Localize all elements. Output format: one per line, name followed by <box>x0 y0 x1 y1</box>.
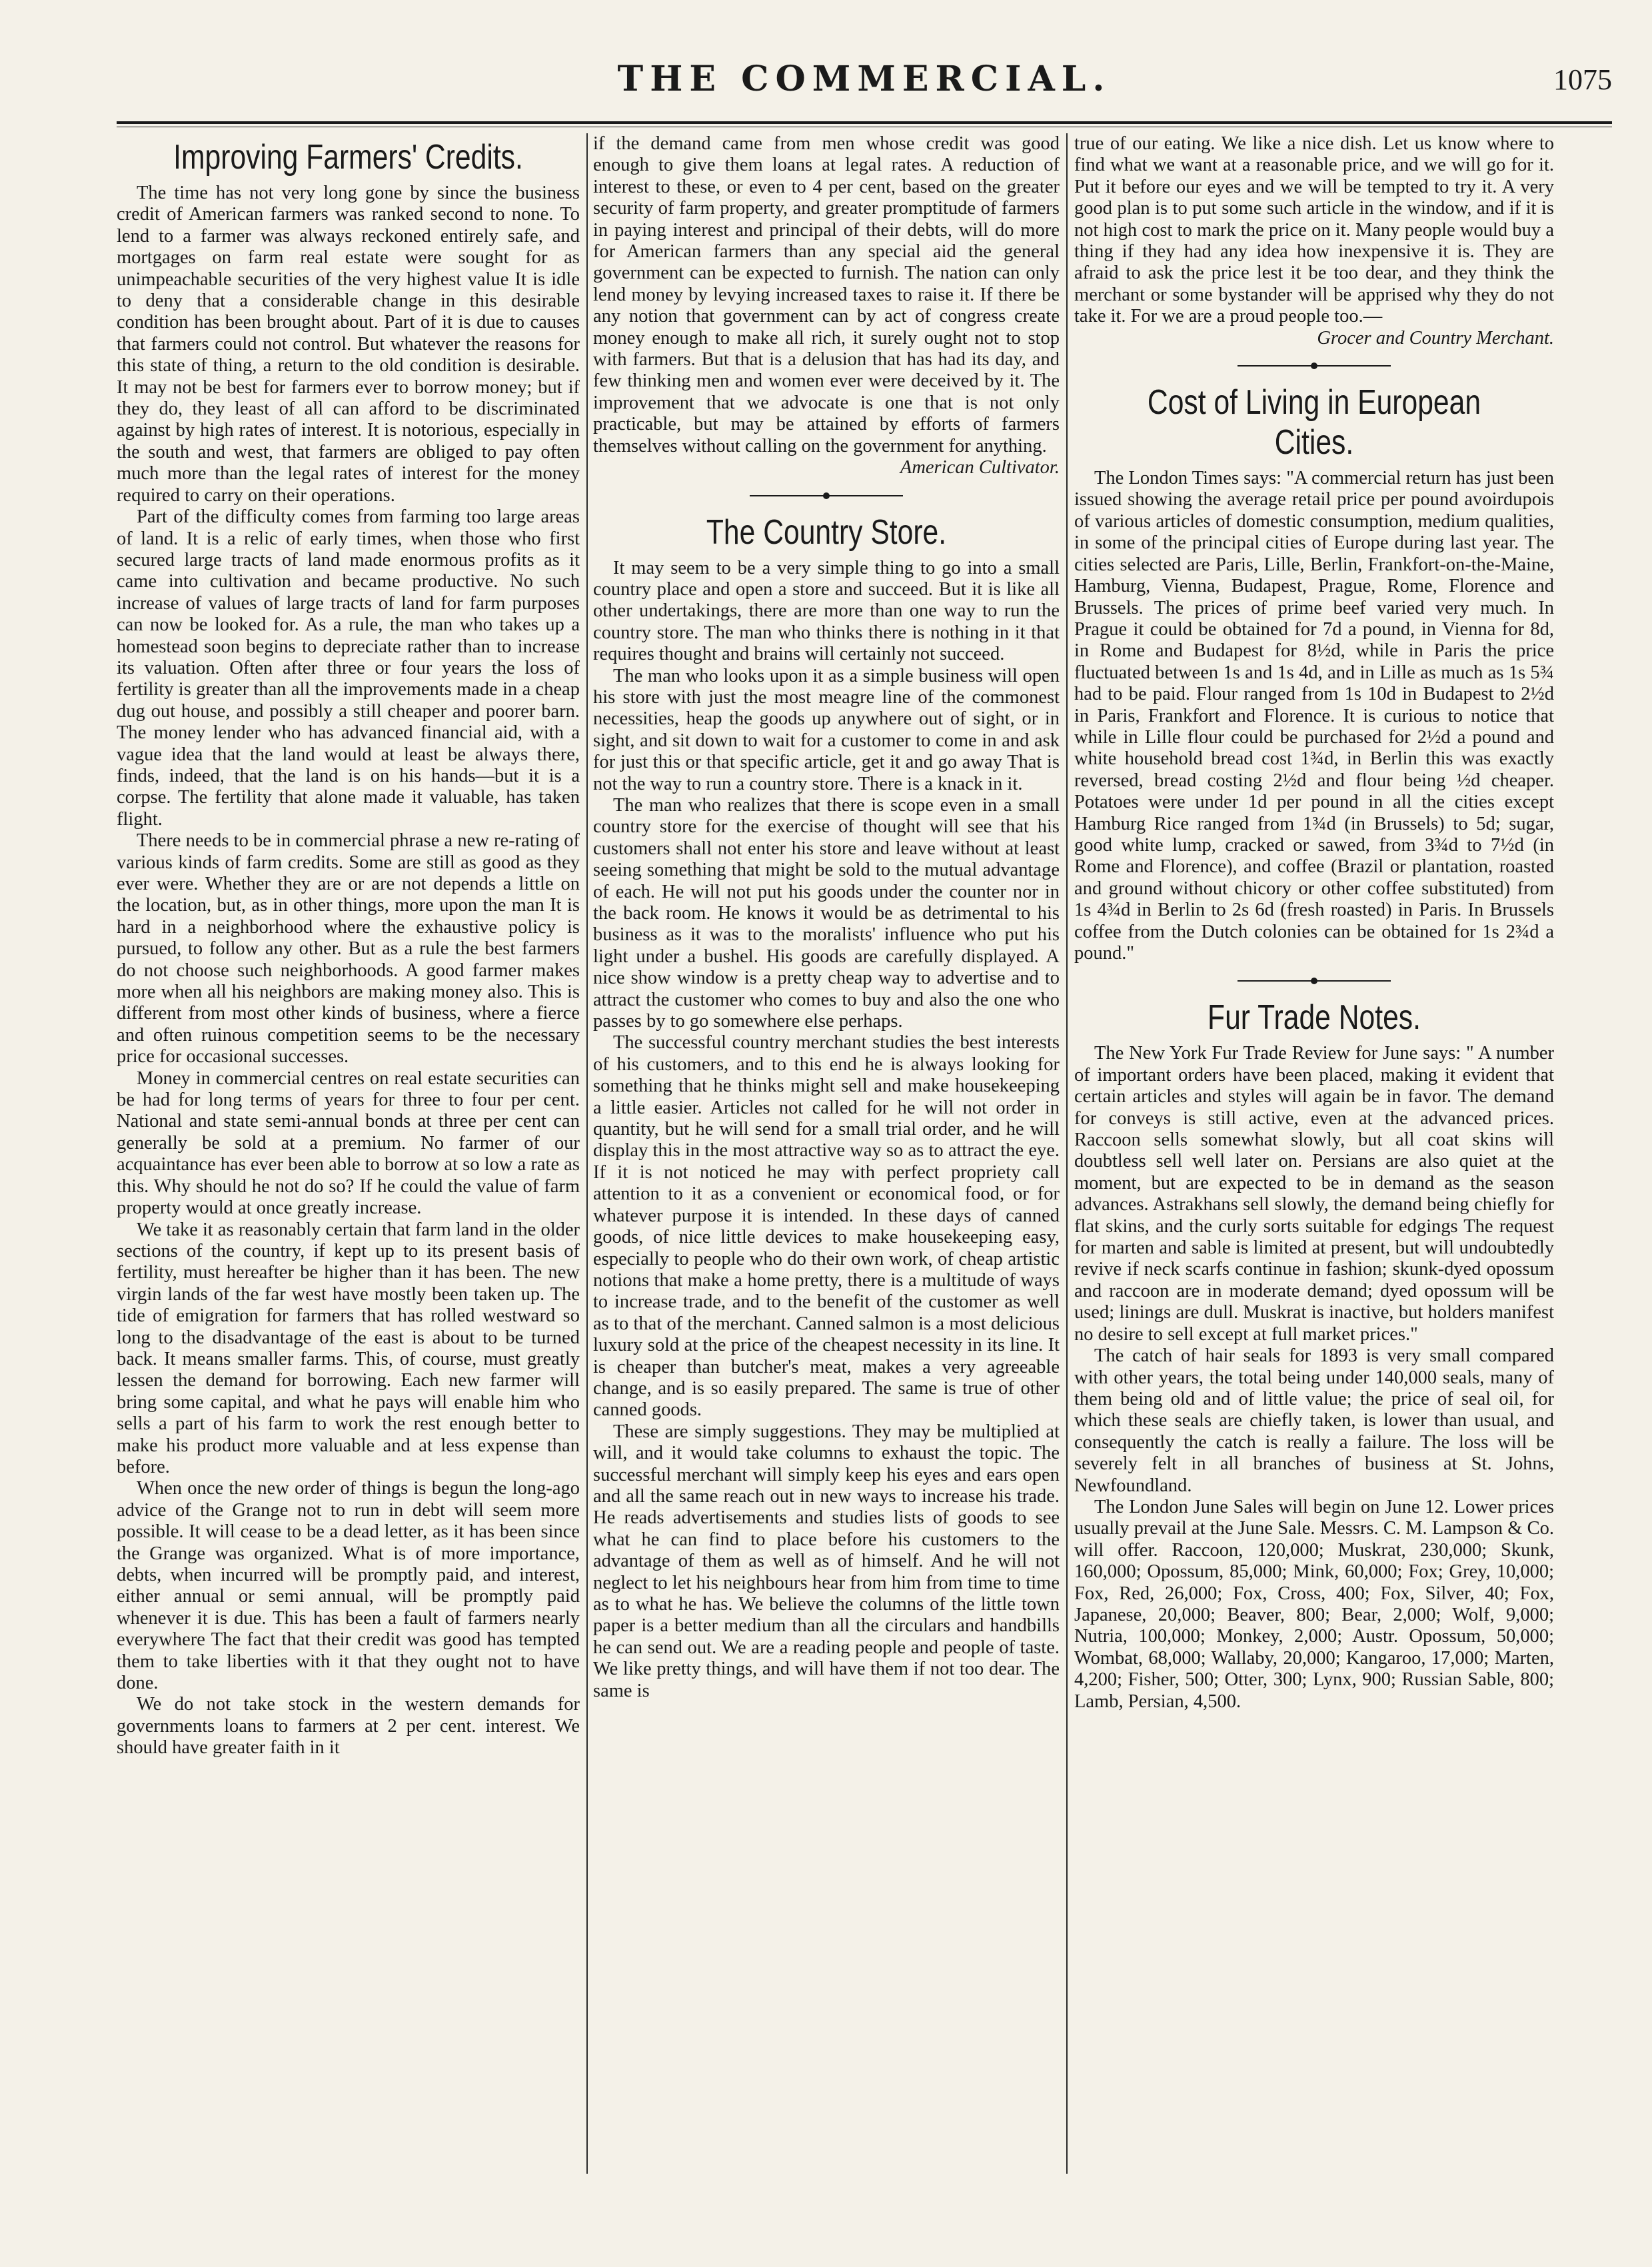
article-paragraph: We do not take stock in the western demands for governments loans to farmers at 2 per cent. interest. We should have greater faith in it <box>117 1694 580 1759</box>
article-paragraph: The New York Fur Trade Review for June says: " A number of important orders have been placed, making it evident that certain articles and styles will again be in favor. The demand for conveys is still active, even at the advanced prices. Raccoon sells somewhat slowly, but all coat skins will doubtless sell well later on. Persians are also quiet at the moment, but are expected to be in demand as the season advances. Astrakhans sell slowly, the demand being chiefly for flat skins, and the curly sorts suitable for edgings The request for marten and sable is limited at present, but will undoubtedly revive if neck scarfs continue in fashion; skunk-dyed opossum and raccoon are in moderate demand; dyed opossum will be used; linings are dull. Muskrat is inactive, but holders manifest no desire to sell except at full market prices." <box>1074 1043 1554 1345</box>
section-divider <box>593 484 1060 507</box>
section-divider <box>1074 970 1554 992</box>
article-paragraph: The successful country merchant studies the best interests of his customers, and to this end he is always looking for something that he thinks might sell and make housekeeping a little easier. Articles not called for he will not order in quantity, but he will send for a small trial order, and he will display this in the most attractive way so as to attract the eye. If it is not noticed he may with perfect propriety call attention to it as a convenient or economical food, or for whatever purpose it is intended. In these days of canned goods, of nice little devices to make housekeeping easy, especially to people who do their own work, of cheap artistic notions that make a home pretty, there is a multitude of ways to increase trade, and to the benefit of the customer as well as to that of the merchant. Canned salmon is a most delicious luxury sold at the price of the cheapest necessity in its line. It is cheaper than butcher's meat, makes a very agreeable change, and is so easily prepared. The same is true of other canned goods. <box>593 1032 1060 1421</box>
article-paragraph: The man who realizes that there is scope even in a small country store for the exercise of thought will see that his customers shall not enter his store and leave without at least seeing something that might be sold to the mutual advantage of each. He will not put his goods under the counter nor in the back room. He knows it would be as detrimental to his business as it was to the moralists' influence who put his light under a bushel. His goods are carefully displayed. A nice show window is a pretty cheap way to advertise and to attract the customer who comes to buy and also the one who passes by to go somewhere else perhaps. <box>593 794 1060 1032</box>
article-paragraph: When once the new order of things is begun the long-ago advice of the Grange not to run in debt will seem more possible. It will cease to be a dead letter, as it has been since the Grange was organized. What is of more importance, debts, when incurred will be promptly paid, and interest, either annual or semi annual, will be promptly paid whenever it is due. This has been a fault of farmers nearly everywhere The fact that their credit was good has tempted them to take liberties with it that they ought not to have done. <box>117 1478 580 1694</box>
article-paragraph: Money in commercial centres on real estate securities can be had for long terms of years for three to four per cent. National and state semi-annual bonds at three per cent can generally be sold at a premium. No farmer of our acquaintance has ever been able to borrow at so low a rate as this. Why should he not do so? If he could the value of farm property would at once greatly increase. <box>117 1068 580 1219</box>
article-paragraph: These are simply suggestions. They may be multiplied at will, and it would take columns to exhaust the topic. The successful merchant will simply keep his eyes and ears open and all the same reach out in new ways to increase his trade. He reads advertisements and studies lists of goods to see what he can find to place before his customers to the advantage of them as well as of himself. And he will not neglect to let his neighbours hear from him from time to time as to what he has. We believe the columns of the little town paper is a better medium than all the circulars and handbills he can send out. We are a reading people and people of taste. We like pretty things, and will have them if not too dear. The same is <box>593 1421 1060 1701</box>
article-source: American Cultivator. <box>900 457 1060 478</box>
column-3 <box>1074 133 1554 2180</box>
column-2 <box>593 133 1060 2180</box>
article-paragraph: if the demand came from men whose credit was good enough to give them loans at legal rates. A reduction of interest to these, or even to 4 per cent, based on the greater security of farm property, and greater promptitude of farmers in paying interest and principal of their debts, will do more for American farmers than any special aid the general government can be expected to furnish. The nation can only lend money by levying increased taxes to raise it. If there be any notion that government can by act of congress create money enough to make all rich, it surely ought not to stop with farmers. But that is a delusion that has had its day, and few thinking men and women ever were deceived by it. The improvement that we advocate is one that is not only practicable, but may be attained by efforts of farmers themselves without calling on the government for anything. <box>593 133 1060 456</box>
article-source: Grocer and Country Merchant. <box>1317 327 1554 349</box>
section-divider <box>1074 355 1554 377</box>
article-heading: The Country Store. <box>706 512 947 552</box>
column-1 <box>117 133 580 2180</box>
article-paragraph: We take it as reasonably certain that farm land in the older sections of the country, if kept up to its present basis of fertility, must hereafter be higher than it has been. The new virgin lands of the far west have mostly been taken up. The tide of emigration for farmers that has rolled westward so long to the disadvantage of the east is about to be turned back. It means smaller farms. This, of course, must greatly lessen the demand for borrowing. Each new farmer will bring some capital, and what he pays will enable him who sells a part of his farm to work the rest enough better to make his product more valuable and at less expense than before. <box>117 1219 580 1477</box>
article-paragraph: The man who looks upon it as a simple business will open his store with just the most meagre line of the commonest necessities, heap the goods up anywhere out of sight, or in sight, and sit down to wait for a customer to come in and ask for just this or that specific article, get it and go away That is not the way to run a country store. There is a knack in it. <box>593 665 1060 794</box>
masthead-rule <box>117 121 1612 127</box>
article-heading: Fur Trade Notes. <box>1208 998 1421 1038</box>
column-divider <box>1066 133 1068 2174</box>
article-heading: Improving Farmers' Credits. <box>173 138 523 177</box>
page-number: 1075 <box>1553 63 1612 96</box>
article-paragraph: The London June Sales will begin on June 12. Lower prices usually prevail at the June Sale. Messrs. C. M. Lampson & Co. will offer. Raccoon, 120,000; Muskrat, 230,000; Skunk, 160,000; Opossum, 85,000; Mink, 60,000; Fox; Grey, 10,000; Fox, Red, 26,000; Fox, Cross, 400; Fox, Silver, 40; Fox, Japanese, 20,000; Beaver, 800; Bear, 2,000; Wolf, 9,000; Nutria, 100,000; Monkey, 2,000; Austr. Opossum, 50,000; Wombat, 68,000; Wallaby, 20,000; Kangaroo, 17,000; Marten, 4,200; Fisher, 500; Otter, 300; Lynx, 900; Russian Sable, 800; Lamb, Persian, 4,500. <box>1074 1496 1554 1712</box>
column-divider <box>586 133 588 2174</box>
article-paragraph: The London Times says: "A commercial return has just been issued showing the average retail price per pound avoirdupois of various articles of domestic consumption, medium qualities, in some of the principal cities of Europe during last year. The cities selected are Paris, Lille, Berlin, Frankfort-on-the-Maine, Hamburg, Vienna, Budapest, Prague, Rome, Florence and Brussels. The prices of prime beef varied very much. In Prague it could be obtained for 7d a pound, in Vienna for 8d, in Rome and Budapest for 8½d, while in Paris the price fluctuated between 1s and 1s 4d, and in Lille as much as 1s 5¾ had to be paid. Flour ranged from 1s 10d in Budapest to 2½d in Paris, Frankfort and Florence. It is curious to notice that while in Lille flour could be purchased for 2½d a pound and white household bread cost 1¾d, in Berlin this was exactly reversed, bread costing 2½d and flour being ½d cheaper. Potatoes were under 1d per pound in all the cities except Hamburg Rice ranged from 1¾d (in Brussels) to 5d; sugar, good white lump, cracked or sawed, from 3¾d to 7½d (in Rome and Florence), and coffee (Brazil or plantation, roasted and ground without chicory or other coffee substituted) from 1s 4¾d in Berlin to 2s 6d (fresh roasted) in Paris. In Brussels coffee from the Dutch colonies can be obtained for 1s 2¾d a pound." <box>1074 468 1554 964</box>
article-paragraph: It may seem to be a very simple thing to go into a small country place and open a store and succeed. But it is like all other undertakings, there are more than one way to run the country store. The man who thinks there is nothing in it that requires thought and brains will certainly not succeed. <box>593 557 1060 665</box>
article-paragraph: The time has not very long gone by since the business credit of American farmers was ranked second to none. To lend to a farmer was always reckoned entirely safe, and mortgages on farm real estate were sought for as unimpeachable securities of the very highest value It is idle to deny that a considerable change in this desirable condition has been brought about. Part of it is due to causes that farmers could not control. But whatever the reasons for this state of thing, a return to the old condition is desirable. It may not be best for farmers ever to borrow money; but if they do, they least of all can afford to be discriminated against by high rates of interest. It is notorious, especially in the south and west, that farmers are obliged to pay often much more than the legal rates of interest for the money required to carry on their operations. <box>117 183 580 506</box>
article-heading: Cost of Living in European Cities. <box>1147 383 1481 462</box>
article-paragraph: true of our eating. We like a nice dish. Let us know where to find what we want at a reasonable price, and we will go for it. Put it before our eyes and we will be tempted to try it. A very good plan is to put some such article in the window, and if it is not high cost to mark the price on it. Many people would buy a thing if they had any idea how inexpensive it is. They are afraid to ask the price lest it be too dear, and they think the merchant or some bystander will be apprised why they do not take it. For we are a proud people too.— <box>1074 133 1554 327</box>
article-paragraph: There needs to be in commercial phrase a new re-rating of various kinds of farm credits. Some are still as good as they ever were. Whether they are or are not depends a little on the location, but, as in other things, more upon the man It is hard in a neighborhood where the exhaustive policy is pursued, to follow any other. But as a rule the best farmers do not choose such neighborhoods. A good farmer makes more when all his neighbors are making money also. This is different from most other kinds of business, where a fierce and often ruinous competition seems to be the necessary price for occasional successes. <box>117 830 580 1068</box>
article-paragraph: The catch of hair seals for 1893 is very small compared with other years, the total being under 140,000 seals, many of them being old and of little value; the price of seal oil, for which these seals are chiefly taken, is lower than usual, and consequently the catch is really a failure. The loss will be severely felt in all branches of business at St. Johns, Newfoundland. <box>1074 1345 1554 1496</box>
article-paragraph: Part of the difficulty comes from farming too large areas of land. It is a relic of early times, when those who first secured large tracts of land made enormous profits as it came into cultivation and became productive. No such increase of values of large tracts of land for farm purposes can now be looked for. As a rule, the man who takes up a homestead soon begins to depreciate rather than to increase its valuation. Often after three or four years the loss of fertility is greater than all the improvements made in a cheap dug out house, and possibly a still cheaper and poorer barn. The money lender who has advanced financial aid, with a vague idea that the land would at least be always there, finds, indeed, that the land is on his hands—but it is a corpse. The fertility that alone made it valuable, has taken flight. <box>117 506 580 830</box>
publication-title: THE COMMERCIAL. <box>617 59 1112 99</box>
masthead <box>117 53 1612 113</box>
